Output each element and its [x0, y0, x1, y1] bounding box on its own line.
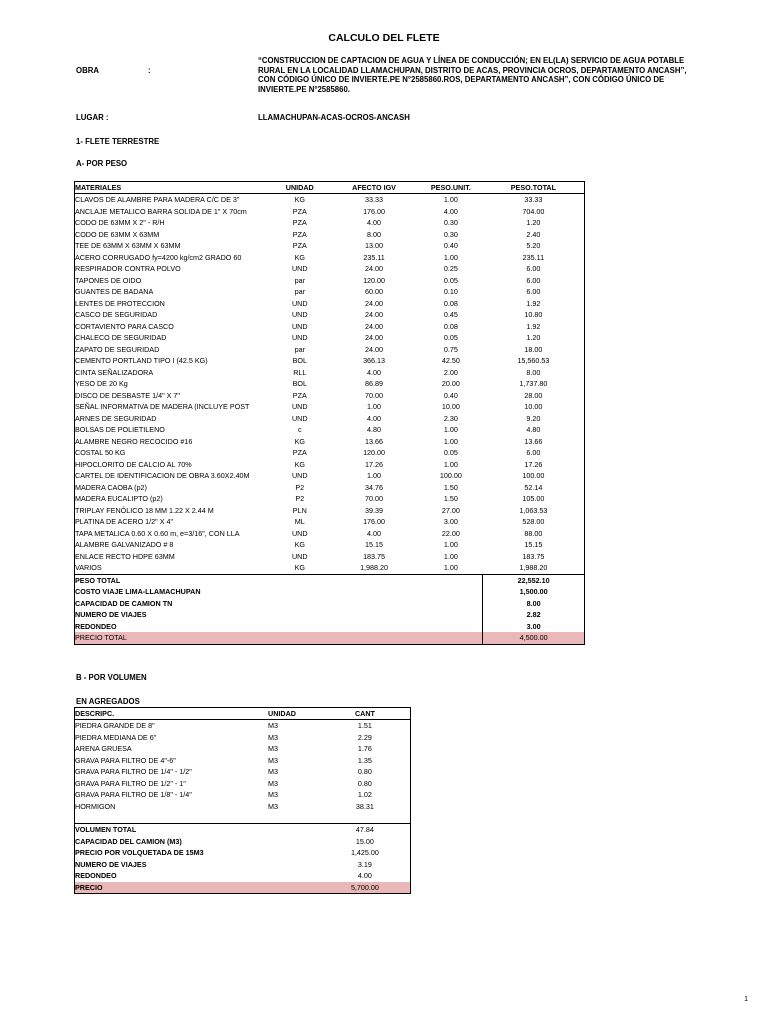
cell-cantidad: 1.35	[357, 755, 372, 765]
cell-unidad: KG	[294, 195, 305, 204]
summary-label: VOLUMEN TOTAL	[75, 824, 320, 836]
cell-peso-total: 15.15	[524, 540, 543, 549]
cell-peso-total: 4.80	[526, 425, 541, 434]
cell-cantidad: 38.31	[355, 801, 374, 811]
cell-material-name: ARNES DE SEGURIDAD	[75, 413, 157, 423]
cell-peso-unit: 20.00	[441, 379, 460, 388]
summary-value: 8.00	[483, 598, 585, 610]
table-row	[75, 401, 585, 413]
cell-unidad: KG	[294, 540, 305, 549]
summary-label: CAPACIDAD DE CAMION TN	[75, 598, 173, 608]
table-row	[75, 482, 585, 494]
cell-material-name: DISCO DE DESBASTE 1/4" X 7"	[75, 390, 180, 400]
cell-peso-total: 100.00	[522, 471, 545, 480]
table-row	[75, 286, 585, 298]
cell-peso-unit: 0.10	[443, 287, 458, 296]
cell-cantidad: 0.80	[357, 778, 372, 788]
table-row	[75, 516, 585, 528]
cell-unidad: KG	[294, 436, 305, 446]
cell-peso-total: 6.00	[526, 448, 541, 457]
cell-peso-unit: 0.30	[443, 218, 458, 227]
table-row	[75, 720, 411, 732]
col-peso-total: PESO.TOTAL	[483, 182, 585, 194]
cell-afecto-igv: 70.00	[365, 494, 384, 503]
summary-label: PESO TOTAL	[75, 574, 483, 586]
table-row	[75, 470, 585, 482]
cell-peso-total: 1.20	[526, 333, 541, 342]
table-row	[75, 766, 411, 778]
summary-row	[75, 574, 585, 586]
cell-unidad: PZA	[292, 206, 307, 216]
cell-unidad: BOL	[292, 356, 307, 365]
cell-peso-unit: 1.00	[443, 459, 458, 469]
cell-cantidad: 0.80	[357, 767, 372, 776]
summary-value: 1,500.00	[483, 586, 585, 598]
summary-value: 5,700.00	[320, 882, 411, 894]
table-row	[75, 778, 411, 790]
cell-peso-total: 10.80	[524, 310, 543, 319]
summary-label: PRECIO	[75, 882, 320, 894]
table-row	[75, 309, 585, 321]
cell-material-name: GUANTES DE BADANA	[75, 287, 154, 296]
cell-material-name: RESPIRADOR CONTRA POLVO	[75, 264, 181, 273]
cell-material-name: YESO DE 20 Kg	[75, 379, 128, 388]
cell-peso-total: 10.00	[524, 402, 543, 411]
cell-peso-total: 105.00	[522, 494, 545, 503]
table-row	[75, 551, 585, 563]
table-row	[75, 732, 411, 744]
cell-peso-total: 8.00	[526, 367, 541, 377]
cell-material-name: CEMENTO PORTLAND TIPO I (42.5 KG)	[75, 356, 208, 365]
cell-afecto-igv: 176.00	[363, 517, 386, 526]
cell-material-name: VARIOS	[75, 563, 102, 572]
cell-material-name: CODO DE 63MM X 63MM	[75, 229, 160, 239]
cell-material-name: PLATINA DE ACERO 1/2" X 4"	[75, 517, 174, 526]
cell-cantidad: 1.76	[357, 744, 372, 753]
cell-descripcion: ARENA GRUESA	[75, 744, 132, 753]
cell-descripcion: GRAVA PARA FILTRO DE 1/8" - 1/4"	[75, 790, 192, 799]
cell-cantidad: 1.02	[357, 790, 372, 799]
cell-peso-total: 6.00	[526, 275, 541, 285]
cell-afecto-igv: 60.00	[365, 287, 384, 296]
table-row	[75, 321, 585, 333]
cell-peso-unit: 0.30	[443, 229, 458, 239]
cell-afecto-igv: 34.76	[365, 482, 384, 492]
table-row	[75, 755, 411, 767]
cell-afecto-igv: 183.75	[363, 551, 386, 561]
col-materiales: MATERIALES	[75, 182, 271, 194]
cell-unidad: UND	[291, 264, 308, 273]
col-unidad: UNIDAD	[268, 708, 320, 720]
cell-material-name: TEE DE 63MM X 63MM X 63MM	[75, 241, 181, 250]
cell-afecto-igv: 4.00	[367, 218, 382, 227]
cell-material-name: CODO DE 63MM X 2" - R/H	[75, 218, 165, 227]
cell-peso-unit: 0.40	[443, 241, 458, 250]
page-number: 1	[744, 996, 748, 1003]
cell-peso-unit: 2.00	[443, 367, 458, 377]
spacer-row	[75, 812, 411, 824]
summary-row	[75, 847, 411, 859]
cell-material-name: TAPONES DE OIDO	[75, 275, 142, 285]
cell-peso-total: 1.92	[526, 298, 541, 308]
summary-value: 1,425.00	[350, 848, 379, 857]
cell-peso-total: 1,988.20	[519, 563, 548, 572]
cell-afecto-igv: 8.00	[367, 229, 382, 239]
cell-unidad: UND	[291, 528, 308, 538]
cell-afecto-igv: 86.89	[365, 379, 384, 388]
table-row	[75, 275, 585, 287]
cell-peso-unit: 1.00	[443, 425, 458, 434]
cell-peso-total: 6.00	[526, 287, 541, 296]
summary-value: 47.84	[320, 824, 411, 836]
summary-label: REDONDEO	[75, 871, 117, 880]
cell-material-name: CHALECO DE SEGURIDAD	[75, 333, 167, 342]
cell-peso-unit: 1.00	[443, 195, 458, 204]
table-row	[75, 229, 585, 241]
table-row	[75, 789, 411, 801]
cell-descripcion: GRAVA PARA FILTRO DE 1/4" - 1/2"	[75, 767, 192, 776]
col-cant: CANT	[320, 708, 411, 720]
cell-afecto-igv: 24.00	[365, 321, 384, 331]
cell-unidad: M3	[268, 767, 279, 776]
summary-value: 3.19	[357, 859, 372, 869]
peso-table-header	[75, 182, 585, 194]
table-row	[75, 378, 585, 390]
cell-afecto-igv: 120.00	[363, 275, 386, 285]
table-row	[75, 240, 585, 252]
cell-afecto-igv: 1,988.20	[360, 563, 389, 572]
summary-value: 4,500.00	[483, 632, 585, 644]
volumen-table	[74, 707, 411, 894]
cell-unidad: PZA	[292, 241, 307, 250]
summary-label: CAPACIDAD DEL CAMION (M3)	[75, 836, 182, 846]
cell-unidad: UND	[291, 310, 308, 319]
summary-row	[75, 824, 411, 836]
cell-peso-unit: 1.00	[443, 551, 458, 561]
cell-material-name: CARTEL DE IDENTIFICACION DE OBRA 3.60X2.40M	[75, 471, 250, 480]
cell-peso-unit: 27.00	[441, 505, 460, 515]
cell-peso-total: 88.00	[524, 528, 543, 538]
cell-peso-unit: 1.00	[443, 540, 458, 549]
cell-afecto-igv: 17.26	[365, 459, 384, 469]
summary-row	[75, 859, 411, 871]
table-row	[75, 217, 585, 229]
cell-afecto-igv: 24.00	[365, 344, 384, 354]
section-por-peso: A- POR PESO	[76, 159, 128, 168]
table-row	[75, 390, 585, 402]
cell-afecto-igv: 176.00	[363, 206, 386, 216]
cell-peso-unit: 22.00	[441, 528, 460, 538]
table-row	[75, 332, 585, 344]
cell-peso-total: 18.00	[524, 344, 543, 354]
cell-cantidad: 2.29	[357, 732, 372, 742]
table-row	[75, 424, 585, 436]
cell-material-name: CASCO DE SEGURIDAD	[75, 310, 158, 319]
cell-descripcion: PIEDRA GRANDE DE 8"	[75, 721, 155, 730]
cell-material-name: ANCLAJE METALICO BARRA SOLIDA DE 1" X 70cm	[75, 206, 247, 216]
cell-afecto-igv: 24.00	[365, 298, 384, 308]
cell-unidad: par	[294, 275, 305, 285]
cell-unidad: KG	[294, 459, 305, 469]
cell-unidad: PLN	[292, 505, 307, 515]
summary-value: 2.82	[483, 609, 585, 621]
cell-peso-unit: 42.50	[441, 356, 460, 365]
cell-peso-total: 1.20	[526, 218, 541, 227]
cell-unidad: M3	[268, 732, 279, 742]
cell-peso-total: 33.33	[524, 195, 543, 204]
table-row	[75, 263, 585, 275]
cell-unidad: PZA	[292, 218, 307, 227]
cell-peso-total: 9.20	[526, 413, 541, 423]
cell-peso-total: 2.40	[526, 229, 541, 239]
cell-unidad: M3	[268, 721, 279, 730]
peso-table	[74, 181, 585, 645]
cell-peso-total: 528.00	[522, 517, 545, 526]
obra-label: OBRA	[76, 66, 99, 75]
cell-peso-unit: 0.05	[443, 275, 458, 285]
cell-afecto-igv: 24.00	[365, 310, 384, 319]
cell-afecto-igv: 70.00	[365, 390, 384, 400]
cell-unidad: M3	[268, 778, 279, 788]
table-row	[75, 355, 585, 367]
cell-peso-unit: 1.50	[443, 494, 458, 503]
cell-peso-unit: 0.45	[443, 310, 458, 319]
cell-peso-total: 235.11	[522, 252, 545, 262]
cell-unidad: UND	[291, 413, 308, 423]
cell-peso-total: 1,063.53	[519, 505, 548, 515]
table-row	[75, 447, 585, 459]
cell-material-name: MADERA EUCALIPTO (p2)	[75, 494, 163, 503]
cell-material-name: CINTA SEÑALIZADORA	[75, 367, 154, 377]
table-row	[75, 562, 585, 574]
cell-cantidad: 1.51	[357, 721, 372, 730]
table-row	[75, 539, 585, 551]
cell-peso-total: 1.92	[526, 321, 541, 331]
cell-material-name: COSTAL 50 KG	[75, 448, 126, 457]
cell-descripcion: HORMIGON	[75, 801, 116, 811]
summary-row	[75, 882, 411, 894]
cell-material-name: MADERA CAOBA (p2)	[75, 482, 147, 492]
cell-peso-total: 6.00	[526, 264, 541, 273]
cell-material-name: LENTES DE PROTECCION	[75, 298, 165, 308]
table-row	[75, 528, 585, 540]
cell-afecto-igv: 39.39	[365, 505, 384, 515]
cell-afecto-igv: 13.00	[365, 241, 384, 250]
cell-unidad: P2	[295, 494, 305, 503]
cell-peso-unit: 10.00	[441, 402, 460, 411]
cell-afecto-igv: 4.00	[367, 367, 382, 377]
cell-material-name: ALAMBRE GALVANIZADO # 8	[75, 540, 174, 549]
cell-unidad: BOL	[292, 379, 307, 388]
cell-peso-unit: 1.50	[443, 482, 458, 492]
cell-peso-unit: 0.05	[443, 333, 458, 342]
table-row	[75, 344, 585, 356]
summary-value: 15.00	[355, 836, 374, 846]
table-row	[75, 298, 585, 310]
cell-afecto-igv: 4.80	[367, 425, 382, 434]
cell-unidad: UND	[291, 551, 308, 561]
cell-descripcion: GRAVA PARA FILTRO DE 1/2" - 1"	[75, 778, 186, 788]
cell-afecto-igv: 4.00	[367, 528, 382, 538]
cell-peso-total: 704.00	[522, 206, 545, 216]
cell-peso-total: 17.26	[524, 459, 543, 469]
page-title: CALCULO DEL FLETE	[328, 32, 440, 44]
table-row	[75, 194, 585, 206]
cell-afecto-igv: 1.00	[367, 402, 382, 411]
spacer-cell	[75, 812, 411, 824]
cell-material-name: ALAMBRE NEGRO RECOCIDO #16	[75, 436, 193, 446]
summary-label: PRECIO TOTAL	[75, 632, 483, 644]
cell-unidad: UND	[291, 321, 308, 331]
cell-peso-unit: 0.08	[443, 321, 458, 331]
cell-peso-unit: 1.00	[443, 252, 458, 262]
col-peso-unit: PESO.UNIT.	[419, 182, 483, 194]
cell-afecto-igv: 235.11	[363, 252, 385, 262]
cell-material-name: TAPA METALICA 0.60 X 0.60 m, e=3/16", CON LLA	[75, 528, 240, 538]
summary-label: COSTO VIAJE LIMA-LLAMACHUPAN	[75, 587, 201, 596]
cell-unidad: UND	[291, 333, 308, 342]
cell-material-name: TRIPLAY FENÓLICO 18 MM 1.22 X 2.44 M	[75, 505, 214, 515]
cell-peso-unit: 0.25	[443, 264, 458, 273]
cell-peso-unit: 2.30	[443, 413, 458, 423]
cell-afecto-igv: 24.00	[365, 333, 384, 342]
table-row	[75, 252, 585, 264]
cell-unidad: UND	[291, 298, 308, 308]
lugar-label: LUGAR :	[76, 113, 109, 122]
cell-peso-unit: 0.05	[443, 448, 458, 457]
cell-peso-total: 28.00	[524, 390, 543, 400]
table-row	[75, 436, 585, 448]
col-unidad: UNIDAD	[270, 182, 329, 194]
cell-peso-unit: 100.00	[439, 471, 462, 480]
cell-unidad: M3	[268, 801, 279, 811]
section-flete-terrestre: 1- FLETE TERRESTRE	[76, 137, 160, 146]
cell-afecto-igv: 33.33	[365, 195, 384, 204]
cell-unidad: M3	[268, 790, 279, 799]
cell-material-name: CORTAVIENTO PARA CASCO	[75, 321, 174, 331]
obra-colon: :	[148, 66, 151, 75]
table-row	[75, 459, 585, 471]
summary-row	[75, 598, 585, 610]
cell-afecto-igv: 24.00	[365, 264, 384, 273]
cell-peso-total: 1,737.80	[519, 379, 548, 388]
cell-peso-unit: 4.00	[443, 206, 458, 216]
cell-unidad: KG	[294, 252, 305, 262]
cell-afecto-igv: 120.00	[363, 448, 386, 457]
cell-afecto-igv: 15.15	[365, 540, 384, 549]
cell-unidad: P2	[295, 482, 305, 492]
cell-peso-unit: 1.00	[443, 563, 458, 572]
cell-unidad: KG	[294, 563, 305, 572]
summary-label: REDONDEO	[75, 621, 117, 631]
cell-unidad: c	[297, 425, 302, 434]
summary-label: NUMERO DE VIAJES	[75, 610, 147, 619]
cell-descripcion: PIEDRA MEDIANA DE 6"	[75, 732, 157, 742]
cell-unidad: PZA	[292, 229, 307, 239]
cell-material-name: BOLSAS DE POLIETILENO	[75, 425, 165, 434]
en-agregados-label: EN AGREGADOS	[76, 697, 140, 706]
cell-peso-total: 5.20	[526, 241, 541, 250]
cell-peso-unit: 1.00	[443, 436, 458, 446]
table-row	[75, 505, 585, 517]
cell-afecto-igv: 13.66	[365, 436, 384, 446]
col-afecto-igv: AFECTO IGV	[329, 182, 419, 194]
table-row	[75, 367, 585, 379]
cell-material-name: ZAPATO DE SEGURIDAD	[75, 344, 160, 354]
lugar-value: LLAMACHUPAN-ACAS-OCROS-ANCASH	[258, 113, 410, 122]
cell-unidad: par	[294, 287, 305, 296]
cell-material-name: ACERO CORRUGADO fy=4200 kg/cm2 GRADO 60	[75, 252, 242, 262]
cell-unidad: par	[294, 344, 305, 354]
summary-label: NUMERO DE VIAJES	[75, 859, 147, 869]
section-por-volumen: B - POR VOLUMEN	[76, 673, 147, 682]
cell-material-name: SEÑAL INFORMATIVA DE MADERA (INCLUYE POST	[75, 402, 250, 411]
cell-unidad: M3	[268, 744, 279, 753]
cell-peso-unit: 0.75	[443, 344, 458, 354]
cell-peso-total: 52.14	[524, 482, 543, 492]
cell-unidad: UND	[291, 402, 308, 411]
cell-peso-unit: 0.40	[443, 390, 458, 400]
table-row	[75, 413, 585, 425]
cell-peso-unit: 0.08	[443, 298, 458, 308]
table-row	[75, 743, 411, 755]
summary-row	[75, 632, 585, 644]
volumen-table-header	[75, 708, 411, 720]
cell-peso-total: 15,560.53	[517, 356, 550, 365]
table-row	[75, 206, 585, 218]
cell-afecto-igv: 4.00	[367, 413, 382, 423]
summary-value: 4.00	[357, 871, 372, 880]
cell-afecto-igv: 1.00	[367, 471, 382, 480]
summary-value: 3.00	[483, 621, 585, 633]
table-row	[75, 493, 585, 505]
cell-unidad: RLL	[293, 367, 307, 377]
cell-peso-total: 13.66	[524, 436, 543, 446]
cell-unidad: UND	[291, 471, 308, 480]
cell-material-name: CLAVOS DE ALAMBRE PARA MADERA C/C DE 3"	[75, 195, 240, 204]
summary-row	[75, 621, 585, 633]
cell-afecto-igv: 366.13	[363, 356, 386, 365]
cell-descripcion: GRAVA PARA FILTRO DE 4"-6"	[75, 755, 176, 765]
summary-row	[75, 609, 585, 621]
summary-row	[75, 586, 585, 598]
col-descripc: DESCRIPC.	[75, 708, 269, 720]
cell-unidad: PZA	[292, 448, 307, 457]
summary-row	[75, 836, 411, 848]
summary-value: 22,552.10	[483, 574, 585, 586]
obra-description: “CONSTRUCCION DE CAPTACION DE AGUA Y LÍNEA DE CONDUCCIÓN; EN EL(LA) SERVICIO DE AGUA POTABLE RURAL EN LA LOCALIDAD LLAMACHUPAN, DISTRITO DE ACAS, PROVINCIA OCROS, DEPARTAMENTO ANCASH”, CON CÓDIGO ÚNICO DE INVIERTE.PE N°2585860.ROS, DEPARTAMENTO ANCASH”, CON CÓDIGO ÚNICO DE INVIERTE.PE N°2585860.	[258, 56, 687, 94]
cell-peso-total: 183.75	[522, 551, 545, 561]
cell-unidad: M3	[268, 755, 279, 765]
cell-unidad: ML	[294, 517, 305, 526]
summary-label: PRECIO POR VOLQUETADA DE 15M3	[75, 848, 204, 857]
cell-material-name: HIPOCLORITO DE CALCIO AL 70%	[75, 459, 192, 469]
table-row	[75, 801, 411, 813]
cell-peso-unit: 3.00	[443, 517, 458, 526]
summary-row	[75, 870, 411, 882]
cell-material-name: ENLACE RECTO HDPE 63MM	[75, 551, 175, 561]
cell-unidad: PZA	[292, 390, 307, 400]
